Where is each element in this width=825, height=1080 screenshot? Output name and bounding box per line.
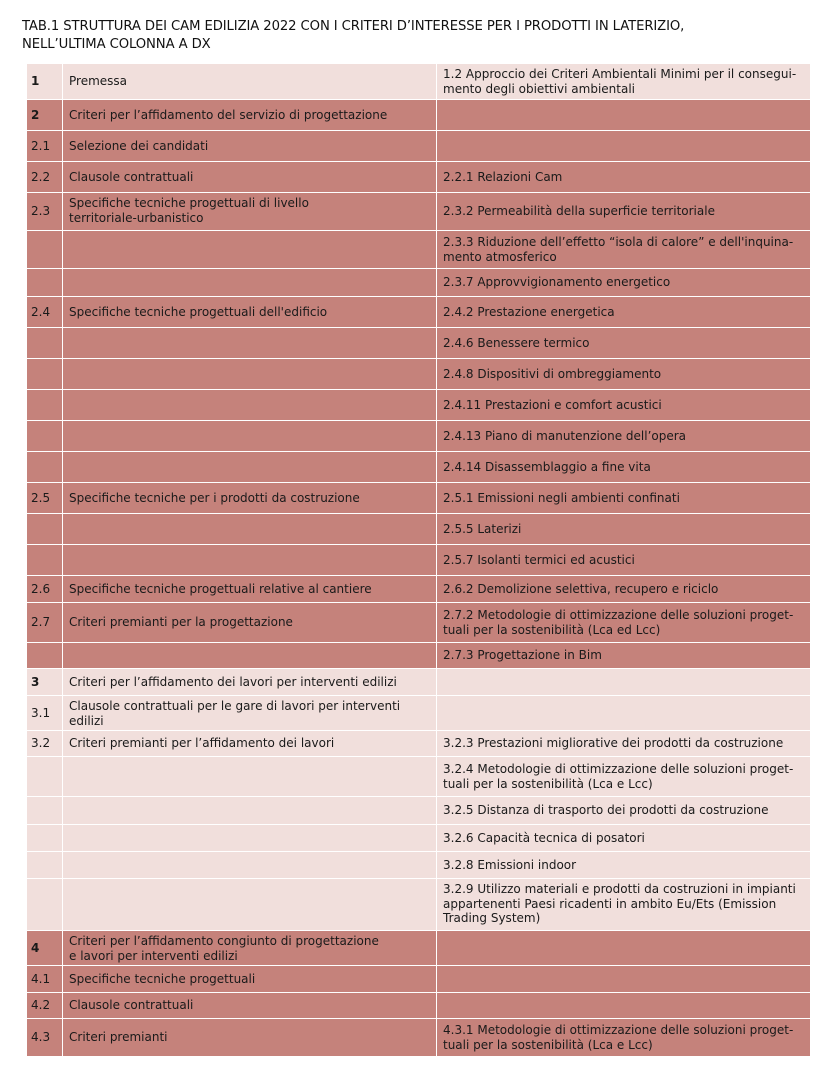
brick-criterion: 2.4.2 Prestazione energetica (437, 297, 811, 328)
table-row (27, 797, 811, 825)
table-row (27, 731, 811, 757)
brick-criterion: 1.2 Approccio dei Criteri Ambientali Minimi per il consegui- mento degli obiettivi ambientali (437, 64, 811, 100)
brick-criterion: 2.4.11 Prestazioni e comfort acustici (437, 390, 811, 421)
table-row (27, 993, 811, 1019)
section-number (27, 879, 63, 931)
table-row (27, 757, 811, 797)
section-title: Criteri premianti per l’affidamento dei lavori (63, 731, 437, 757)
table-row (27, 483, 811, 514)
section-number: 3 (27, 669, 63, 696)
brick-criterion: 3.2.8 Emissioni indoor (437, 852, 811, 879)
section-number: 2.6 (27, 576, 63, 603)
brick-criterion (437, 696, 811, 731)
section-number (27, 757, 63, 797)
table-row (27, 390, 811, 421)
table-row (27, 231, 811, 269)
section-title (63, 545, 437, 576)
section-title: Premessa (63, 64, 437, 100)
table-row (27, 1019, 811, 1057)
table-row (27, 421, 811, 452)
section-title: Specifiche tecniche progettuali di livello territoriale-urbanistico (63, 193, 437, 231)
table-row (27, 328, 811, 359)
section-number (27, 231, 63, 269)
table-caption (22, 18, 812, 54)
brick-criterion: 2.5.7 Isolanti termici ed acustici (437, 545, 811, 576)
section-number: 4.1 (27, 966, 63, 993)
section-number (27, 797, 63, 825)
section-number (27, 328, 63, 359)
section-title (63, 825, 437, 852)
brick-criterion (437, 993, 811, 1019)
section-number: 2.3 (27, 193, 63, 231)
section-number: 2.7 (27, 603, 63, 643)
table-row (27, 696, 811, 731)
section-title: Specifiche tecniche progettuali relative al cantiere (63, 576, 437, 603)
table-row (27, 669, 811, 696)
brick-criterion (437, 931, 811, 966)
brick-criterion: 2.2.1 Relazioni Cam (437, 162, 811, 193)
table-row (27, 931, 811, 966)
brick-criterion: 3.2.4 Metodologie di ottimizzazione delle soluzioni proget- tuali per la sostenibilità (Lca e Lcc) (437, 757, 811, 797)
brick-criterion: 2.3.3 Riduzione dell’effetto “isola di calore” e dell'inquina- mento atmosferico (437, 231, 811, 269)
section-title: Specifiche tecniche progettuali dell'edificio (63, 297, 437, 328)
table-row (27, 193, 811, 231)
table-row (27, 879, 811, 931)
brick-criterion (437, 966, 811, 993)
table-row (27, 297, 811, 328)
section-title (63, 231, 437, 269)
caption-line-2: NELL’ULTIMA COLONNA A DX (22, 37, 211, 52)
brick-criterion: 2.7.2 Metodologie di ottimizzazione delle soluzioni proget- tuali per la sostenibilità (Lca ed Lcc) (437, 603, 811, 643)
section-title: Criteri premianti per la progettazione (63, 603, 437, 643)
table-row (27, 514, 811, 545)
section-number (27, 514, 63, 545)
section-number (27, 825, 63, 852)
table-body (27, 64, 811, 1057)
caption-line-1: TAB.1 STRUTTURA DEI CAM EDILIZIA 2022 CON I CRITERI D’INTERESSE PER I PRODOTTI IN LATERIZIO, (22, 19, 685, 34)
section-title: Criteri per l’affidamento dei lavori per interventi edilizi (63, 669, 437, 696)
table-row (27, 576, 811, 603)
section-title (63, 390, 437, 421)
section-title (63, 643, 437, 669)
section-title (63, 514, 437, 545)
table-row (27, 643, 811, 669)
section-title: Clausole contrattuali (63, 162, 437, 193)
table-row (27, 100, 811, 131)
section-number (27, 269, 63, 297)
section-title (63, 359, 437, 390)
section-number (27, 643, 63, 669)
brick-criterion: 2.4.13 Piano di manutenzione dell’opera (437, 421, 811, 452)
section-number: 2.4 (27, 297, 63, 328)
table-row (27, 545, 811, 576)
section-number: 4.3 (27, 1019, 63, 1057)
brick-criterion: 4.3.1 Metodologie di ottimizzazione delle soluzioni proget- tuali per la sostenibilità (Lca e Lcc) (437, 1019, 811, 1057)
brick-criterion (437, 669, 811, 696)
brick-criterion: 3.2.5 Distanza di trasporto dei prodotti da costruzione (437, 797, 811, 825)
section-title (63, 879, 437, 931)
brick-criterion: 2.3.2 Permeabilità della superficie territoriale (437, 193, 811, 231)
section-title (63, 852, 437, 879)
section-number (27, 421, 63, 452)
table-row (27, 131, 811, 162)
cam-structure-table (26, 63, 811, 1057)
section-number (27, 452, 63, 483)
section-number (27, 359, 63, 390)
table-row (27, 852, 811, 879)
table-row (27, 603, 811, 643)
table-row (27, 162, 811, 193)
brick-criterion: 3.2.6 Capacità tecnica di posatori (437, 825, 811, 852)
brick-criterion: 3.2.9 Utilizzo materiali e prodotti da costruzioni in impianti appartenenti Paesi ricadenti in ambito Eu/Ets (Emission Trading System) (437, 879, 811, 931)
section-number: 3.1 (27, 696, 63, 731)
brick-criterion: 2.5.5 Laterizi (437, 514, 811, 545)
section-number (27, 545, 63, 576)
section-title: Clausole contrattuali per le gare di lavori per interventi edilizi (63, 696, 437, 731)
section-number (27, 852, 63, 879)
section-number: 2.5 (27, 483, 63, 514)
section-number: 2 (27, 100, 63, 131)
section-title (63, 757, 437, 797)
section-number: 4 (27, 931, 63, 966)
section-title: Clausole contrattuali (63, 993, 437, 1019)
section-number: 2.1 (27, 131, 63, 162)
section-title: Specifiche tecniche progettuali (63, 966, 437, 993)
brick-criterion: 2.5.1 Emissioni negli ambienti confinati (437, 483, 811, 514)
section-number: 1 (27, 64, 63, 100)
brick-criterion: 2.6.2 Demolizione selettiva, recupero e riciclo (437, 576, 811, 603)
table-row (27, 269, 811, 297)
section-title (63, 328, 437, 359)
table-row (27, 825, 811, 852)
table-row (27, 359, 811, 390)
brick-criterion: 2.4.6 Benessere termico (437, 328, 811, 359)
table-row (27, 64, 811, 100)
brick-criterion: 2.4.14 Disassemblaggio a fine vita (437, 452, 811, 483)
section-number: 2.2 (27, 162, 63, 193)
table-row (27, 966, 811, 993)
section-title: Criteri per l’affidamento del servizio di progettazione (63, 100, 437, 131)
brick-criterion: 2.3.7 Approvvigionamento energetico (437, 269, 811, 297)
brick-criterion: 3.2.3 Prestazioni migliorative dei prodotti da costruzione (437, 731, 811, 757)
section-title (63, 421, 437, 452)
section-title (63, 452, 437, 483)
brick-criterion: 2.4.8 Dispositivi di ombreggiamento (437, 359, 811, 390)
brick-criterion (437, 131, 811, 162)
section-title: Criteri premianti (63, 1019, 437, 1057)
section-title (63, 269, 437, 297)
table-row (27, 452, 811, 483)
brick-criterion (437, 100, 811, 131)
brick-criterion: 2.7.3 Progettazione in Bim (437, 643, 811, 669)
section-title: Criteri per l’affidamento congiunto di progettazione e lavori per interventi edilizi (63, 931, 437, 966)
section-number: 3.2 (27, 731, 63, 757)
section-number: 4.2 (27, 993, 63, 1019)
section-number (27, 390, 63, 421)
section-title (63, 797, 437, 825)
section-title: Selezione dei candidati (63, 131, 437, 162)
section-title: Specifiche tecniche per i prodotti da costruzione (63, 483, 437, 514)
